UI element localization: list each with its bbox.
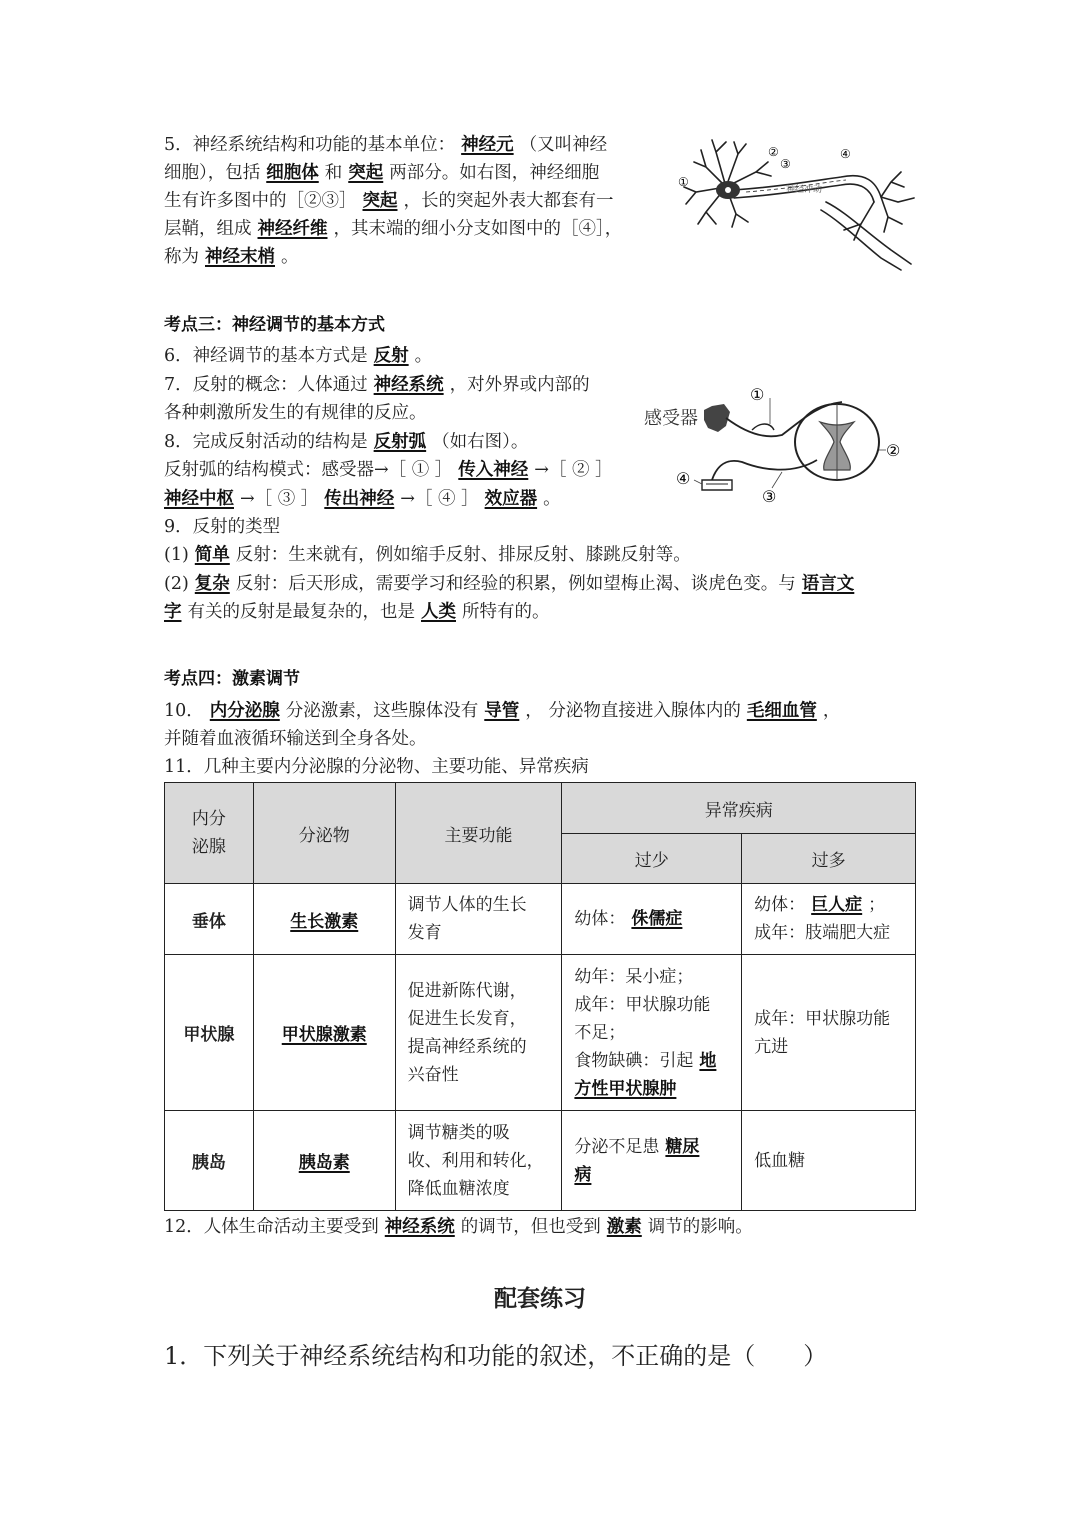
answer-afferent-nerve: 传入神经 [458,460,529,480]
text: ， [822,701,841,721]
text: 5．神经系统结构和功能的基本单位： [164,135,456,155]
text: →［ ③ ］ [240,489,319,509]
text: （如右图）。 [432,432,529,452]
text: 成年：甲状腺功能 [754,1008,891,1029]
low-cell [562,955,742,1111]
p5-line5 [164,243,299,271]
table-row [165,1111,916,1211]
text: (1) [164,545,189,565]
section4-heading: 考点四：激素调节 [164,669,300,689]
arc-mode-line1 [164,456,613,484]
answer-nerve-fiber: 神经纤维 [257,219,328,239]
text: →［ ④ ］ [400,489,479,509]
text: 细胞），包括 [164,163,261,183]
q7-line2: 各种刺激所发生的有规律的反应。 [164,403,427,423]
header-gland [165,783,254,884]
text: ，其末端的细小分支如图中的［④］， [333,219,623,239]
answer-process: 突起 [348,163,384,183]
text: 收、利用和转化， [407,1150,544,1171]
answer-reflex: 反射 [373,346,409,366]
reflex-type-2-line2 [164,598,550,626]
endocrine-table [164,782,916,1211]
answer-duct: 导管 [484,701,520,721]
q9-line: 9．反射的类型 [164,517,281,537]
q11-line: 11．几种主要内分泌腺的分泌物、主要功能、异常疾病 [164,757,589,777]
text: 两部分。如右图，神经细胞 [389,163,600,183]
text: 反射：后天形成，需要学习和经验的积累，例如望梅止渴、谈虎色变。与 [235,574,796,594]
text: 反射弧的结构模式：感受器→［ ① ］ [164,460,453,480]
text: 成年：甲状腺功能 [574,994,711,1015]
text: ， 分泌物直接进入腺体内的 [525,701,741,721]
text: ，长的突起外表大都套有一 [403,191,614,211]
answer-diabetes: 病 [574,1164,592,1185]
text: （又叫神经 [519,135,608,155]
text: 食物缺碘：引起 [574,1050,694,1071]
text: 12．人体生命活动主要受到 [164,1217,379,1237]
text: 不足； [574,1022,626,1043]
table-row [165,884,916,955]
arc-label-1: ① [750,385,765,404]
gland-cell: 胰岛 [165,1111,254,1211]
text: 分泌激素，这些腺体没有 [285,701,479,721]
p5-line3 [164,187,614,215]
receptor-label: 感受器 [644,408,698,429]
neuron-label-1: ① [678,175,689,189]
text: 7．反射的概念：人体通过 [164,375,368,395]
text: 成年：肢端肥大症 [754,923,891,943]
text: 调节糖类的吸 [407,1122,510,1143]
text: 幼年：呆小症； [574,966,694,987]
text: 。 [281,247,299,267]
answer-dwarfism: 侏儒症 [631,909,683,929]
high-cell: 低血糖 [742,1111,916,1211]
answer-nerve-center: 神经中枢 [164,489,234,509]
text: 10． [164,701,204,721]
header-disease: 异常疾病 [562,783,916,834]
arc-mode-line2 [164,485,561,513]
answer-gigantism: 巨人症 [811,895,863,915]
text: 称为 [164,247,199,267]
table-header-row [165,783,916,834]
neuron-label-2: ② [768,145,779,159]
text: 的调节，但也受到 [460,1217,601,1237]
arc-label-3: ③ [762,487,777,505]
text: (2) [164,574,189,594]
answer-complex: 复杂 [194,574,230,594]
text: 提高神经系统的 [407,1036,527,1057]
function-cell [395,884,562,955]
answer-capillary: 毛细血管 [746,701,817,721]
hormone-cell [253,955,395,1111]
text: →［ ② ］ [534,460,613,480]
low-cell [562,1111,742,1211]
answer-nervous-system: 神经系统 [384,1217,455,1237]
arc-label-4: ④ [676,469,691,488]
text: 和 [324,163,343,183]
text: 幼体： [574,909,626,929]
low-cell [562,884,742,955]
arc-label-2: ② [886,441,901,460]
answer-neuron: 神经元 [461,135,514,155]
table-row [165,955,916,1111]
answer-hormone: 生长激素 [290,911,359,932]
header-too-low: 过少 [562,834,742,884]
answer-goiter: 地 [699,1050,717,1071]
text: 促进新陈代谢， [407,980,527,1001]
high-cell [742,955,916,1111]
practice-title: 配套练习 [494,1286,586,1312]
answer-process: 突起 [362,191,398,211]
text: 反射：生来就有，例如缩手反射、排尿反射、膝跳反射等。 [235,545,691,565]
neuron-label-3: ③ [780,157,791,171]
text: 幼体： [754,895,806,915]
text: 所特有的。 [462,602,550,622]
high-cell [742,884,916,955]
answer-hormone: 激素 [606,1217,642,1237]
p5-line4 [164,215,622,243]
answer-language: 字 [164,602,182,622]
section3-heading: 考点三：神经调节的基本方式 [164,315,385,335]
answer-efferent-nerve: 传出神经 [324,489,395,509]
answer-hormone: 甲状腺激素 [281,1025,367,1045]
function-cell [395,1111,562,1211]
header-text: 内分 [191,809,226,829]
q12-line [164,1213,753,1241]
answer-human: 人类 [421,602,456,622]
p5-line2 [164,159,599,187]
reflex-arc-diagram [642,380,912,505]
text: 亢进 [754,1036,789,1057]
answer-nervous-system: 神经系统 [373,375,444,395]
practice-question-1: 1．下列关于神经系统结构和功能的叙述，不正确的是（ ） [164,1342,828,1370]
text: 层鞘，组成 [164,219,252,239]
text: 兴奋性 [407,1064,459,1085]
gland-cell: 甲状腺 [165,955,254,1111]
hormone-cell [253,1111,395,1211]
text: 8．完成反射活动的结构是 [164,432,368,452]
q7-line1 [164,371,590,399]
hormone-cell [253,884,395,955]
header-text: 泌腺 [191,837,226,857]
text: 降低血糖浓度 [407,1178,510,1199]
text: ，对外界或内部的 [449,375,590,395]
text: 生有许多图中的［②③］ [164,191,357,211]
text: 发育 [407,923,442,943]
answer-reflex-arc: 反射弧 [373,432,427,452]
text: 调节人体的生长 [407,895,527,915]
header-secretion: 分泌物 [253,783,395,884]
p5-line1 [164,131,607,159]
answer-language: 语言文 [801,574,855,594]
answer-effector: 效应器 [484,489,538,509]
neuron-label-4: ④ [840,147,851,161]
text: 分泌不足患 [574,1136,660,1157]
reflex-type-1 [164,541,691,569]
header-too-high: 过多 [742,834,916,884]
reflex-type-2-line1 [164,570,860,598]
q10-line1 [164,697,840,725]
answer-goiter: 方性甲状腺肿 [574,1078,677,1099]
text: 促进生长发育， [407,1008,527,1029]
answer-simple: 简单 [194,545,230,565]
text: 6．神经调节的基本方式是 [164,346,368,366]
text: ； [868,895,886,915]
text: 有关的反射是最复杂的，也是 [187,602,415,622]
answer-cell-body: 细胞体 [266,163,319,183]
neuron-diagram [676,132,926,277]
function-cell [395,955,562,1111]
answer-diabetes: 糖尿 [665,1136,700,1157]
q6-line [164,342,432,370]
text: 。 [414,346,433,366]
nerve-impulse-label: 神经冲动 [786,185,823,195]
header-function: 主要功能 [395,783,562,884]
text: 调节的影响。 [647,1217,753,1237]
gland-cell: 垂体 [165,884,254,955]
q8-line [164,428,528,456]
answer-endocrine-gland: 内分泌腺 [209,701,280,721]
answer-nerve-ending: 神经末梢 [205,247,275,267]
answer-hormone: 胰岛素 [298,1153,350,1173]
text: 。 [543,489,561,509]
q10-line2: 并随着血液循环输送到全身各处。 [164,729,427,749]
